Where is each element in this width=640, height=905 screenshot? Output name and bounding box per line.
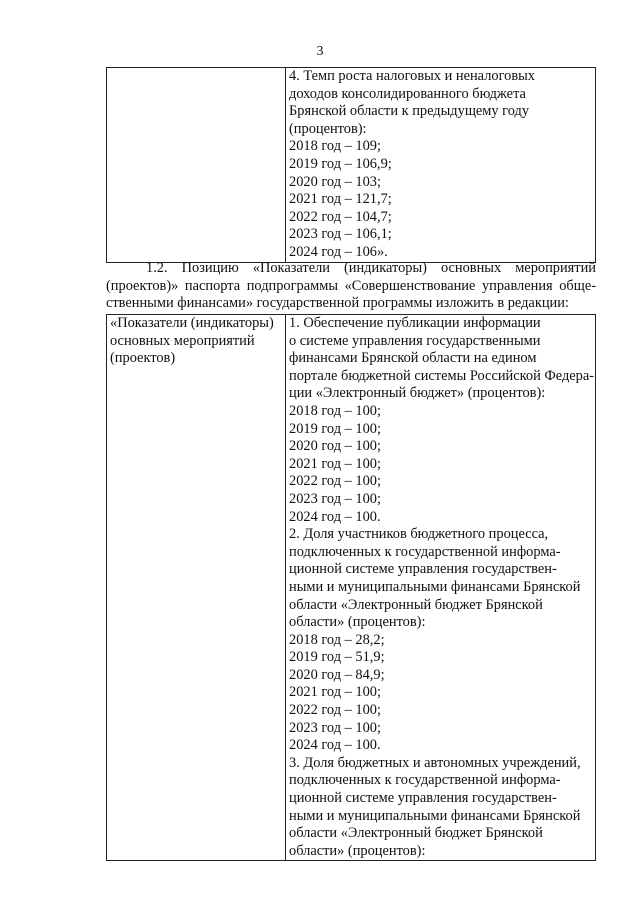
table1-line: доходов консолидированного бюджета [289,85,526,102]
indicators-table [106,314,596,861]
table1-line: 2020 год – 103; [289,173,381,190]
paragraph-line: 1.2. Позицию «Показатели (индикаторы) основных мероприятий [146,260,596,276]
table2-line: области «Электронный бюджет Брянской [289,596,543,613]
table2-line: подключенных к государственной информа- [289,543,561,560]
table2-line: 2018 год – 28,2; [289,631,385,648]
table2-line: ными и муниципальными финансами Брянской [289,578,581,595]
table1-line: Брянской области к предыдущему году [289,103,530,120]
table2-line: 2024 год – 100. [289,508,381,525]
table2-line: 2021 год – 100; [289,684,381,701]
table1-line: 2024 год – 106». [289,243,388,260]
table1-line: 2023 год – 106,1; [289,226,392,243]
table2-line: о системе управления государственными [289,332,541,349]
table2-line: 2019 год – 51,9; [289,649,385,666]
table2-line: 2024 год – 100. [289,737,381,754]
table2-line: области» (процентов): [289,842,426,859]
table1-line: 2018 год – 109; [289,138,381,155]
table2-line: 2018 год – 100; [289,402,381,419]
amendment-paragraph [106,260,596,313]
table2-line: портале бюджетной системы Российской Федера- [289,367,595,384]
table2-line: 2023 год – 100; [289,719,381,736]
table2-line: 1. Обеспечение публикации информации [289,315,541,331]
page-number: 3 [316,44,324,59]
table2-line: 2023 год – 100; [289,490,381,507]
table2-right-cell [286,315,596,861]
table2-line: подключенных к государственной информа- [289,772,561,789]
table2-line: ции «Электронный бюджет» (процентов): [289,385,546,402]
table2-line: 2021 год – 100; [289,455,381,472]
table2-line: 2022 год – 100; [289,702,381,719]
table1-line: 2021 год – 121,7; [289,191,392,208]
table2-left-cell [107,315,286,861]
table2-line: ционной системе управления государствен- [289,790,557,807]
table2-line: области «Электронный бюджет Брянской [289,825,543,842]
table1-line: 2022 год – 104,7; [289,208,392,225]
table2-line: 2020 год – 100; [289,438,381,455]
paragraph-line: ственными финансами» государственной программы изложить в редакции: [106,295,569,312]
paragraph-line: (проектов)» паспорта подпрограммы «Совершенствование управления обще- [106,277,596,294]
table2-left-line: (проектов) [110,350,176,367]
table1-line: 4. Темп роста налоговых и неналоговых [289,68,535,84]
table1-left-cell [107,68,286,263]
indicators-table-continued [106,67,596,263]
table2-line: 2020 год – 84,9; [289,666,385,683]
table2-left-line: основных мероприятий [110,332,255,349]
table1-line: (процентов): [289,120,367,137]
table2-line: ными и муниципальными финансами Брянской [289,807,581,824]
table2-line: ционной системе управления государствен- [289,561,557,578]
table2-line: 3. Доля бюджетных и автономных учреждений, [289,754,581,771]
table2-left-line: «Показатели (индикаторы) [110,315,274,331]
table2-line: 2. Доля участников бюджетного процесса, [289,526,549,543]
table2-line: 2022 год – 100; [289,473,381,490]
table2-line: 2019 год – 100; [289,420,381,437]
table2-line: области» (процентов): [289,614,426,631]
table1-line: 2019 год – 106,9; [289,155,392,172]
table2-line: финансами Брянской области на едином [289,350,537,367]
table1-right-cell [286,68,596,263]
